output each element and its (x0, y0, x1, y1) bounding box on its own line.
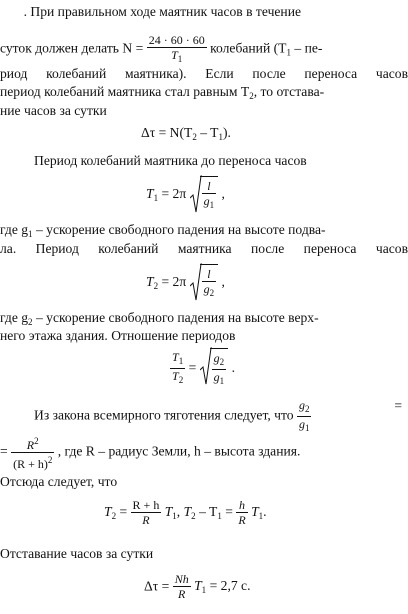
fraction-denominator (212, 370, 227, 388)
fraction (202, 267, 217, 300)
subscript: 1 (209, 200, 215, 210)
radical-sign-icon (190, 174, 202, 214)
eq-part: . (231, 360, 235, 375)
text-segment: суток должен делать N = (0, 40, 144, 56)
sqrt-g2-g1 (200, 348, 229, 388)
text-line-2 (0, 33, 408, 66)
fraction-numerator: R + h (132, 498, 160, 512)
subscript: 2 (191, 511, 196, 521)
var-t: T (172, 368, 179, 383)
var-t: T (172, 349, 179, 364)
fraction-numerator (202, 179, 217, 194)
eq-part: = 2,7 с. (209, 578, 251, 593)
subscript: 2 (209, 288, 215, 298)
text-segment: где g (0, 222, 29, 237)
var-r: R (178, 587, 186, 601)
fraction-g2-g1 (297, 398, 312, 435)
var-t: T (171, 48, 178, 62)
text-line-11 (34, 398, 408, 435)
eq-part: = 2π (161, 273, 187, 289)
sqrt-l-g2 (190, 264, 219, 300)
subscript: 2 (249, 91, 254, 101)
var-g: g (213, 370, 220, 384)
subscript: 2 (111, 511, 117, 521)
fraction-numerator: 24 · 60 · 60 (148, 33, 205, 47)
superscript: 2 (47, 455, 53, 465)
var-nh: Nh (174, 572, 189, 586)
eq-part: ). (223, 125, 231, 140)
radical-sign-icon (190, 262, 202, 302)
subscript: 1 (172, 511, 177, 521)
var-t: T (251, 504, 259, 519)
subscript: 1 (201, 585, 207, 595)
eq-part (146, 274, 186, 289)
eq-part: = (394, 398, 402, 413)
var-t: T (164, 504, 173, 519)
text-segment: период колебаний маятника стал равным T (0, 84, 250, 99)
fraction-numerator (236, 498, 247, 513)
var-r: R (238, 513, 246, 527)
fraction-denominator (297, 417, 312, 435)
fraction (202, 179, 217, 212)
subscript: 2 (192, 132, 197, 142)
eq-part: = (225, 504, 233, 519)
eq-part: . (263, 504, 267, 519)
subscript: 1 (177, 54, 183, 64)
var-r: R (26, 438, 35, 452)
fraction-denominator (173, 587, 191, 601)
eq-part: , (221, 274, 225, 289)
fraction-numerator (170, 350, 185, 369)
fraction-numerator (173, 572, 191, 587)
subscript: 1 (217, 511, 222, 521)
var-l: l (207, 179, 211, 193)
var-t: T (146, 273, 154, 289)
text-line-3: риод колебаний маятника). Если после переноса часов (0, 66, 408, 81)
fraction-denominator (170, 369, 185, 387)
fraction-denominator (11, 453, 54, 471)
eq-part: Δτ = (144, 578, 170, 594)
text-segment: , где R – радиус Земли, h – высота здания. (57, 443, 301, 459)
fraction-rh-r (131, 498, 162, 527)
text-segment: Из закона всемирного тяготения следует, что (34, 407, 294, 423)
text-segment: колебаний (T (210, 40, 287, 56)
eq-part (251, 504, 266, 519)
var-t: T (183, 504, 192, 519)
text-line-13: Отсюда следует, что (0, 474, 118, 489)
fraction-denominator (202, 282, 217, 300)
eq-part: = (161, 578, 170, 594)
eq-part: Δτ = N(T (141, 125, 193, 140)
text-line-4 (0, 84, 408, 104)
fraction-n (147, 33, 207, 66)
text-line-10: него этажа здания. Отношение периодов (0, 328, 236, 343)
sqrt-l-g1 (190, 176, 219, 212)
eq-part: , (221, 186, 225, 201)
text-line-14: Отставание часов за сутки (0, 546, 154, 561)
subscript: 1 (218, 132, 223, 142)
subscript: 2 (178, 374, 184, 385)
eq-part: , (176, 504, 181, 519)
fraction-denominator (131, 513, 162, 527)
var-l: l (207, 267, 211, 281)
subscript: 1 (28, 229, 33, 239)
fraction (212, 351, 227, 388)
equation-delay (141, 125, 231, 142)
subscript: 2 (28, 317, 33, 327)
eq-part: – T (200, 125, 219, 140)
subscript: 1 (286, 47, 291, 58)
subscript: 2 (219, 357, 225, 367)
fraction-numerator (212, 351, 227, 370)
eq-part: = 2π (161, 185, 187, 201)
var-t: T (104, 504, 112, 519)
eq-part: (R + h) (13, 457, 48, 471)
eq-part: = (0, 443, 8, 459)
var-g: g (203, 194, 210, 208)
var-h: h (239, 498, 245, 512)
equation-ratio (170, 348, 235, 388)
var-g: g (298, 417, 305, 431)
equation-t1 (146, 176, 225, 212)
text-segment: – ускорение свободного падения на высоте подва- (35, 222, 326, 237)
fraction-h-r (236, 498, 247, 527)
text-line-8: ла. Период колебаний маятника после переноса часов (0, 241, 408, 256)
text-segment: – ускорение свободного падения на высоте верх- (35, 310, 319, 325)
fraction-numerator (11, 434, 54, 453)
subscript: 1 (219, 376, 225, 386)
superscript: 2 (34, 436, 39, 446)
eq-part (194, 578, 250, 593)
eq-part (146, 186, 186, 201)
fraction-r2-rh2 (11, 434, 54, 471)
equation-t2 (146, 264, 225, 300)
subscript: 2 (153, 280, 159, 291)
eq-part: – T (199, 504, 218, 519)
text-line-1: . При правильном ходе маятник часов в течение (10, 4, 302, 19)
fraction-nh-r (173, 572, 191, 601)
text-line-7 (0, 222, 408, 242)
text-line-9 (0, 310, 408, 330)
fraction-denominator (147, 48, 207, 66)
fraction-denominator (202, 194, 217, 212)
subscript: 1 (153, 192, 159, 203)
var-g: g (213, 351, 220, 365)
equation-t2-result (104, 498, 267, 527)
var-r: R (142, 513, 150, 527)
fraction-numerator (202, 267, 217, 282)
text-line-6: Период колебаний маятника до переноса часов (34, 153, 307, 168)
eq-part (104, 504, 127, 519)
var-t: T (194, 578, 202, 593)
fraction-numerator (297, 398, 312, 417)
subscript: 1 (304, 423, 310, 433)
text-segment: где g (0, 310, 29, 325)
text-segment: – пе- (294, 40, 323, 56)
eq-part (165, 504, 233, 519)
text-line-5: ние часов за сутки (0, 103, 107, 118)
fraction-denominator (236, 513, 247, 527)
fraction-t1-t2 (170, 350, 185, 387)
text-segment: , то отстава- (253, 84, 325, 99)
var-t: T (146, 185, 154, 201)
subscript: 1 (178, 355, 184, 366)
var-g: g (203, 282, 210, 296)
equation-final (144, 572, 250, 601)
text-line-12 (0, 434, 408, 471)
eq-part: = (119, 504, 128, 519)
subscript: 2 (304, 404, 310, 414)
var-g: g (298, 398, 305, 412)
subscript: 1 (258, 511, 264, 521)
radical-sign-icon (200, 346, 212, 386)
eq-part: = (188, 360, 197, 375)
